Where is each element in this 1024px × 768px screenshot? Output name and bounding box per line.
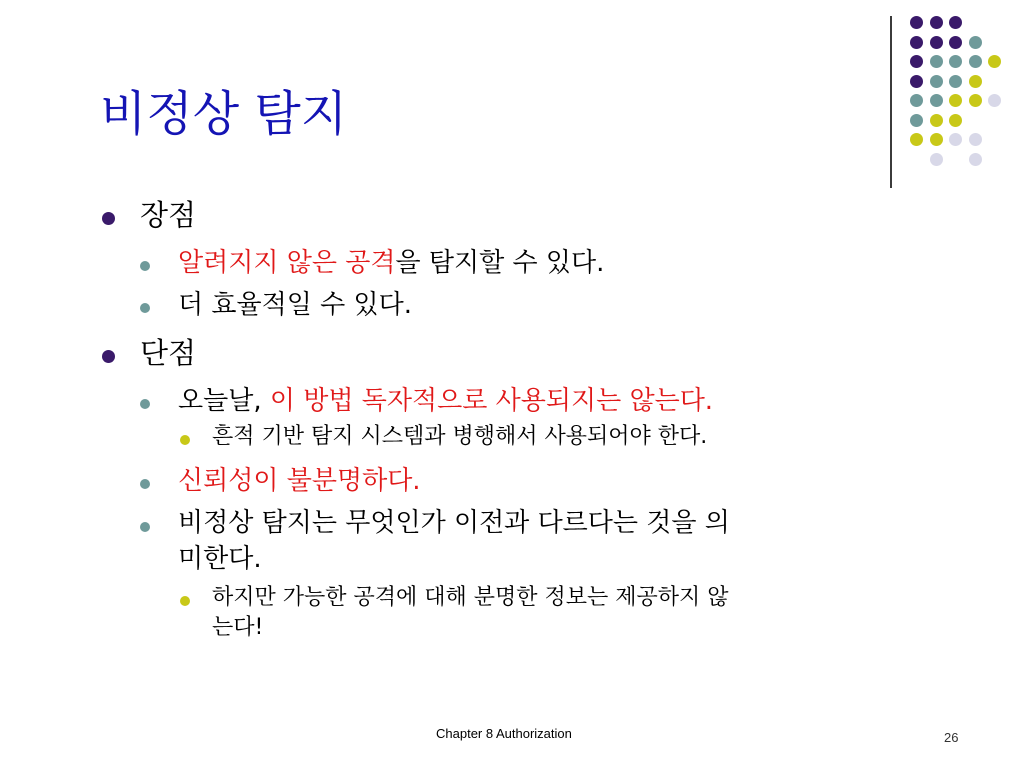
decorative-dot: [910, 75, 923, 88]
decorative-dot: [949, 55, 962, 68]
con-item-1: 오늘날, 이 방법 독자적으로 사용되지는 않는다.: [178, 386, 714, 416]
heading-pros: 장점: [140, 198, 197, 232]
decorative-dot: [949, 75, 962, 88]
decorative-dot: [910, 16, 923, 29]
decorative-dot: [969, 75, 982, 88]
decorative-dot: [949, 16, 962, 29]
decorative-dot: [969, 55, 982, 68]
pro-item-1: 알려지지 않은 공격을 탐지할 수 있다.: [178, 248, 605, 278]
con-subitem-2: 하지만 가능한 공격에 대해 분명한 정보는 제공하지 않: [212, 585, 729, 610]
decorative-dot: [930, 94, 943, 107]
pro-item-2: 더 효율적일 수 있다.: [178, 290, 412, 320]
footer-chapter: Chapter 8 Authorization: [436, 726, 572, 741]
con-item-3-continued: 미한다.: [178, 544, 262, 574]
bullet-icon: [140, 479, 150, 489]
decorative-dot: [910, 94, 923, 107]
decorative-dot: [988, 55, 1001, 68]
bullet-icon: [180, 596, 190, 606]
con-subitem-1: 흔적 기반 탐지 시스템과 병행해서 사용되어야 한다.: [212, 424, 708, 449]
decorative-dot: [949, 94, 962, 107]
con-item-3: 비정상 탐지는 무엇인가 이전과 다르다는 것을 의: [178, 508, 730, 538]
decorative-dot: [969, 94, 982, 107]
decorative-dot: [930, 133, 943, 146]
decorative-dot: [930, 153, 943, 166]
decorative-dot: [910, 133, 923, 146]
decorative-dot: [988, 94, 1001, 107]
decorative-dot: [930, 16, 943, 29]
bullet-icon: [140, 522, 150, 532]
vertical-divider: [890, 16, 892, 188]
bullet-icon: [140, 261, 150, 271]
decorative-dot: [949, 114, 962, 127]
bullet-icon: [140, 399, 150, 409]
page-number: 26: [944, 730, 959, 745]
decorative-dot: [910, 114, 923, 127]
bullet-icon: [180, 435, 190, 445]
decorative-dot: [930, 55, 943, 68]
decorative-dot: [949, 133, 962, 146]
bullet-icon: [140, 303, 150, 313]
decorative-dot: [969, 153, 982, 166]
con-item-2: 신뢰성이 불분명하다.: [178, 466, 421, 496]
slide-title: 비정상 탐지: [100, 86, 348, 142]
decorative-dot: [930, 75, 943, 88]
bullet-icon: [102, 350, 115, 363]
decorative-dot: [930, 114, 943, 127]
bullet-icon: [102, 212, 115, 225]
decorative-dot-grid: [910, 16, 1010, 166]
decorative-dot: [969, 133, 982, 146]
con-subitem-2-continued: 는다!: [212, 615, 264, 640]
decorative-dot: [910, 55, 923, 68]
heading-cons: 단점: [140, 336, 197, 370]
decorative-dot: [930, 36, 943, 49]
decorative-dot: [969, 36, 982, 49]
decorative-dot: [910, 36, 923, 49]
decorative-dot: [949, 36, 962, 49]
